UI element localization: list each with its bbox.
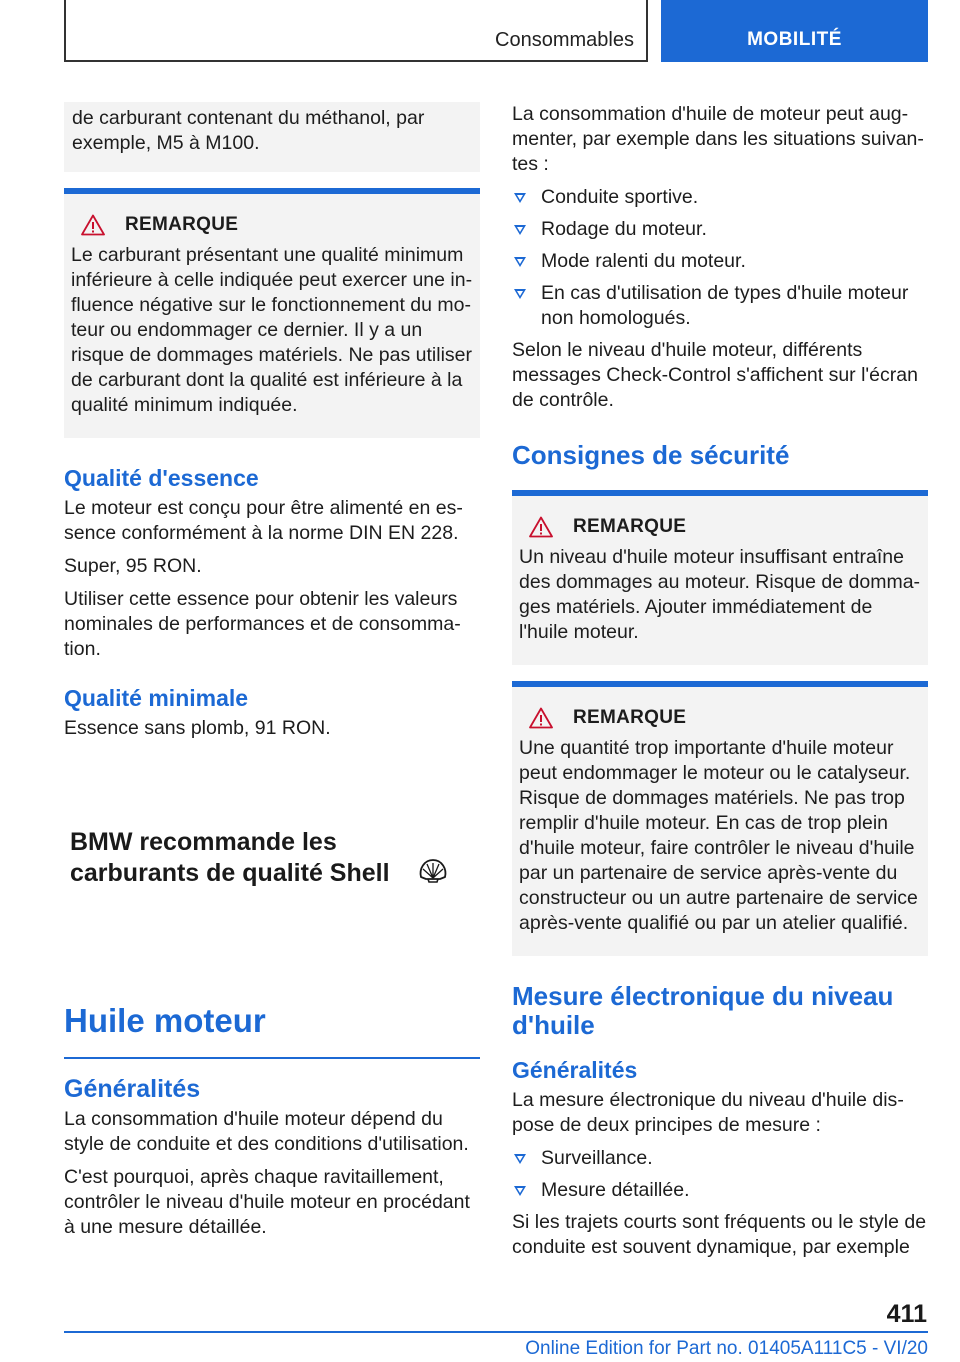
notice-box [512, 681, 928, 956]
list-item: Surveillance. [512, 1146, 928, 1171]
list-item: Mesure détaillée. [512, 1178, 928, 1203]
list-item: Rodage du moteur. [512, 217, 928, 242]
shell-line-2: carburants de qualité Shell [70, 859, 390, 887]
triangle-bullet-icon [514, 193, 526, 203]
list-item: En cas d'utilisation de types d'huile moteur non homologués. [512, 281, 928, 331]
section-title: Consommables [495, 29, 634, 51]
heading-mesure-electronique: Mesure électronique du niveau d'huile [512, 981, 894, 1040]
heading-rule [64, 1057, 480, 1059]
shell-line-1: BMW recommande les [70, 828, 337, 856]
notice-box [64, 188, 480, 438]
heading-generalites: Généralités [512, 1057, 638, 1083]
notice-header [529, 705, 921, 730]
heading-huile-moteur: Huile moteur [64, 1002, 266, 1039]
paragraph: Utiliser cette essence pour obtenir les valeurs nominales de performances et de consommation. [64, 588, 461, 660]
notice-text: Une quantité trop importante d'huile moteur peut endommager le moteur ou le catalyseur. Risque de dommages matériels. Ne pas trop remplir d'huile moteur. En cas de trop plein d'huile moteur, faire contrôler le niveau d'huile par un partenaire de service après-vente du constructeur ou un autre partenaire de service après-vente qualifié ou par un atelier qualifié. [519, 737, 918, 934]
notice-text: Un niveau d'huile moteur insuffisant entraîne des dommages au moteur. Risque de dommages matériels. Ajouter immédiatement de l'huile moteur. [519, 546, 921, 643]
continued-text: de carburant contenant du méthanol, par exemple, M5 à M100. [72, 107, 425, 154]
header-section-box [64, 0, 648, 62]
triangle-bullet-icon [514, 1186, 526, 1196]
triangle-bullet-icon [514, 289, 526, 299]
paragraph: La consommation d'huile de moteur peut augmenter, par exemple dans les situations suivantes : [512, 103, 924, 175]
shell-recommendation [70, 827, 470, 889]
warning-triangle-icon [81, 214, 105, 236]
paragraph: Super, 95 RON. [64, 555, 202, 577]
principles-list [512, 1146, 928, 1203]
notice-title: REMARQUE [573, 707, 687, 728]
heading-consignes: Consignes de sécurité [512, 440, 790, 470]
footer-rule [64, 1331, 928, 1333]
triangle-bullet-icon [514, 257, 526, 267]
paragraph: C'est pourquoi, après chaque ravitaillement, contrôler le niveau d'huile moteur en procédant à une mesure détaillée. [64, 1166, 470, 1238]
notice-header [81, 212, 473, 237]
continued-box [64, 102, 480, 172]
paragraph: Selon le niveau d'huile moteur, différents messages Check-Control s'affichent sur l'écran de contrôle. [512, 339, 918, 411]
warning-triangle-icon [529, 516, 553, 538]
triangle-bullet-icon [514, 1154, 526, 1164]
list-item: Mode ralenti du moteur. [512, 249, 928, 274]
paragraph: La mesure électronique du niveau d'huile dispose de deux principes de mesure : [512, 1089, 904, 1136]
shell-logo-icon [418, 857, 448, 883]
list-item: Conduite sportive. [512, 185, 928, 210]
notice-box [512, 490, 928, 665]
notice-header [529, 514, 921, 539]
paragraph: Le moteur est conçu pour être alimenté en essence conformément à la norme DIN EN 228. [64, 497, 463, 544]
heading-qualite-essence: Qualité d'essence [64, 465, 259, 491]
heading-generalites: Généralités [64, 1075, 201, 1103]
situations-list [512, 185, 928, 331]
chapter-tab[interactable]: MOBILITÉ [661, 0, 928, 62]
notice-title: REMARQUE [125, 214, 239, 235]
notice-title: REMARQUE [573, 516, 687, 537]
left-column [64, 102, 480, 1248]
footer-edition: Online Edition for Part no. 01405A111C5 - VI/20 [525, 1338, 928, 1359]
right-column [512, 102, 928, 1268]
warning-triangle-icon [529, 707, 553, 729]
paragraph: Essence sans plomb, 91 RON. [64, 717, 331, 739]
paragraph: La consommation d'huile moteur dépend du style de conduite et des conditions d'utilisation. [64, 1108, 469, 1155]
page-number: 411 [886, 1300, 927, 1328]
triangle-bullet-icon [514, 225, 526, 235]
notice-text: Le carburant présentant une qualité minimum inférieure à celle indiquée peut exercer une influence négative sur le fonctionnement du moteur ou endommager ce dernier. Il y a un risque de dommages matériels. Ne pas utiliser de carburant dont la qualité est inférieure à la qualité minimum indiquée. [71, 244, 473, 416]
heading-qualite-minimale: Qualité minimale [64, 685, 249, 711]
paragraph: Si les trajets courts sont fréquents ou le style de conduite est souvent dynamique, par exemple [512, 1211, 927, 1258]
